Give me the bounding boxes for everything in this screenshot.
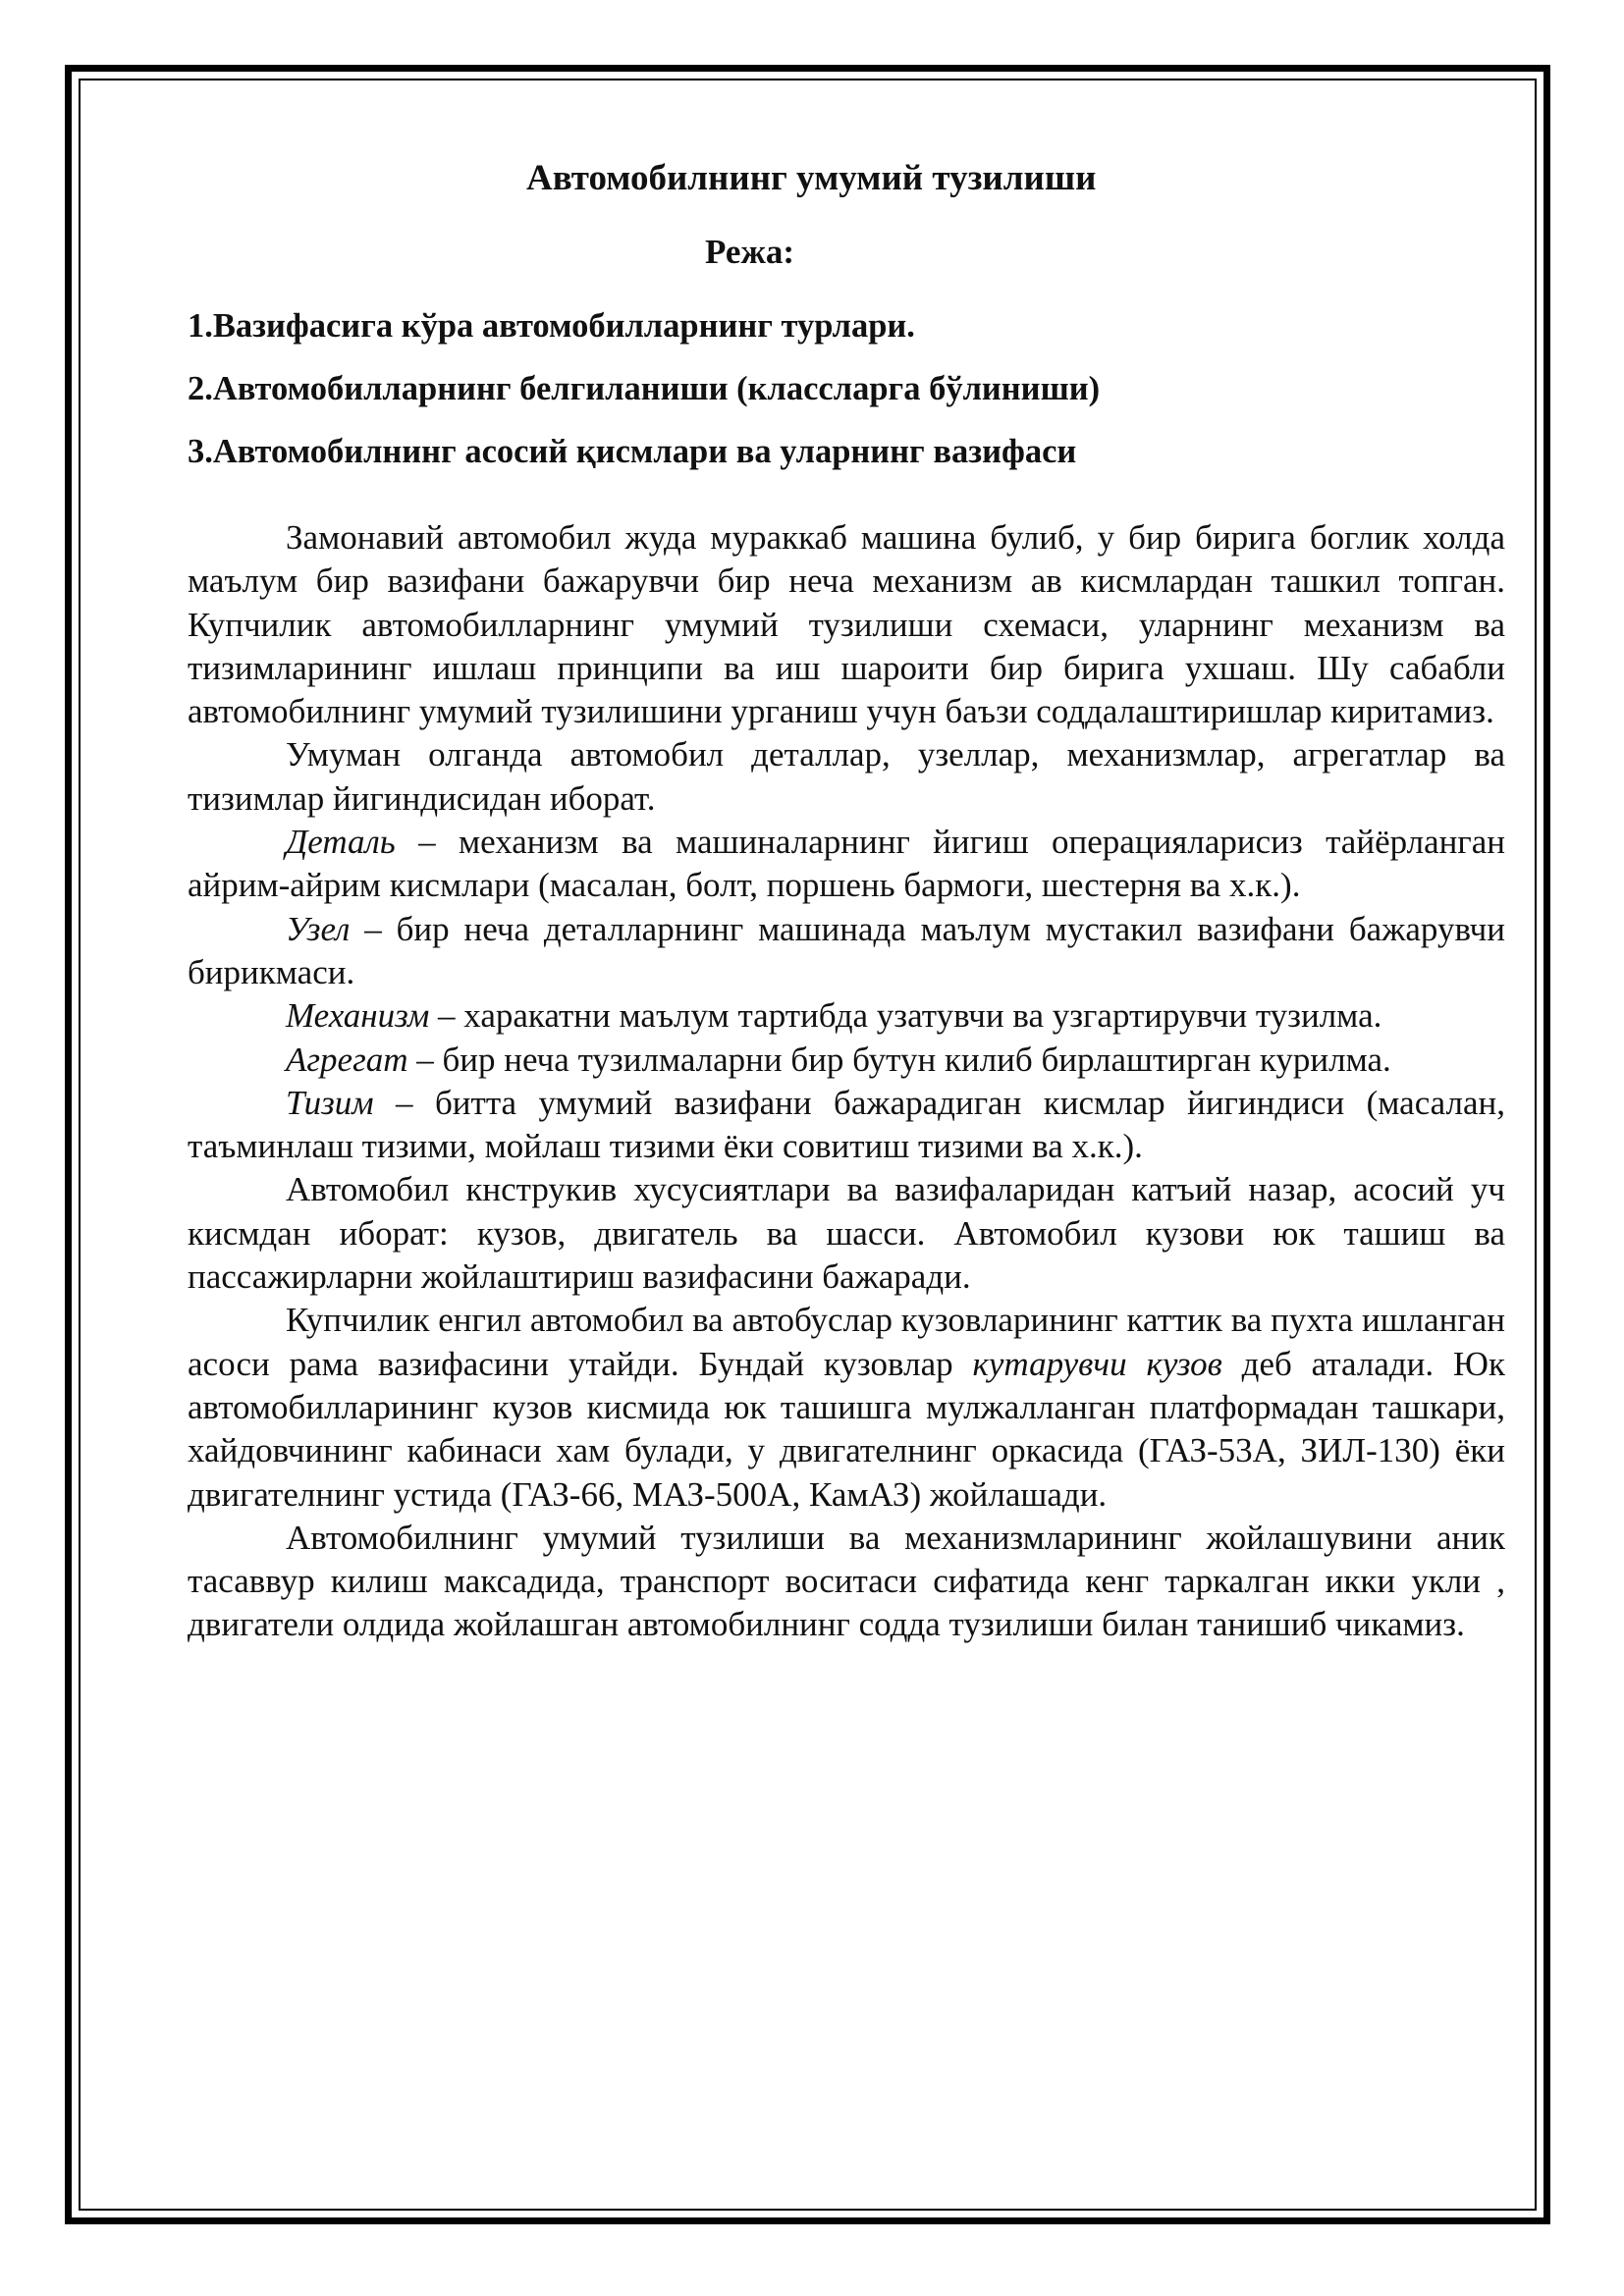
body-text xyxy=(188,516,1505,1647)
paragraph-definition-system xyxy=(188,1082,1505,1169)
plan-heading: Режа: xyxy=(705,233,794,271)
term-mechanism: Механизм xyxy=(286,996,430,1036)
plan-item: 1.Вазифасига кўра автомобилларнинг турлари. xyxy=(188,307,915,345)
definition-aggregate: – бир неча тузилмаларни бир бутун килиб бирлаштирган курилма. xyxy=(407,1040,1391,1079)
paragraph-definition-aggregate xyxy=(188,1039,1505,1082)
definition-mechanism: – харакатни маълум тартибда узатувчи ва узгартирувчи тузилма. xyxy=(429,996,1382,1036)
term-unit: Узел xyxy=(286,909,351,948)
term-detail: Деталь xyxy=(286,823,396,862)
document-title: Автомобилнинг умумий тузилиши xyxy=(526,158,1097,198)
paragraph-body-types xyxy=(188,1299,1505,1516)
term-system: Тизим xyxy=(286,1083,374,1122)
definition-detail: – механизм ва машиналарнинг йигиш операцияларисиз тайёрланган айрим-айрим кисмлари (масалан, болт, поршень бармоги, шестерня ва х.к.). xyxy=(188,823,1505,905)
body-types-text-end: деб аталади. Юк автомобилларининг кузов кисмида юк ташишга мулжалланган платформадан ташкари, хайдовчининг кабинаси хам булади, у двигателнинг оркасида (ГАЗ-53А, ЗИЛ-130) ёки двигателнинг устида (ГАЗ-66, МАЗ-500А, КамАЗ) жойлашади. xyxy=(188,1344,1505,1514)
term-aggregate: Агрегат xyxy=(286,1040,408,1079)
paragraph-definition-mechanism xyxy=(188,994,1505,1038)
paragraph-conclusion: Автомобилнинг умумий тузилиши ва механизмларининг жойлашувини аник тасаввур килиш максадида, транспорт воситаси сифатида кенг таркалган икки укли , двигатели олдида жойлашган автомобилнинг содда тузилиши билан танишиб чикамиз. xyxy=(188,1518,1505,1644)
paragraph-definition-detail xyxy=(188,821,1505,908)
plan-item: 3.Автомобилнинг асосий қисмлари ва уларнинг вазифаси xyxy=(188,433,1077,470)
body-types-text-start: Купчилик енгил автомобил ва автобуслар кузовларининг каттик ва пухта ишланган асоси рама вазифасини утайди. Бундай кузовлар xyxy=(188,1301,1505,1383)
definition-system: – битта умумий вазифани бажарадиган кисмлар йигиндиси (масалан, таъминлаш тизими, мойлаш тизими ёки совитиш тизими ва х.к.). xyxy=(188,1083,1505,1166)
paragraph-definition-unit xyxy=(188,908,1505,995)
term-load-bearing-body: кутарувчи кузов xyxy=(972,1344,1222,1383)
plan-list xyxy=(188,304,1505,473)
paragraph-intro: Замонавий автомобил жуда мураккаб машина булиб, у бир бирига боглик холда маълум бир вазифани бажарувчи бир неча механизм ав кисмлардан ташкил топган. Купчилик автомобилларнинг умумий тузилиши схемаси, уларнинг механизм ва тизимларининг ишлаш принципи ва иш шароити бир бирига ухшаш. Шу сабабли автомобилнинг умумий тузилишини урганиш учун баъзи соддалаштиришлар киритамиз. xyxy=(188,518,1505,731)
document-content xyxy=(188,152,1505,1647)
definition-unit: – бир неча деталларнинг машинада маълум мустакил вазифани бажарувчи бирикмаси. xyxy=(188,909,1505,991)
paragraph-components: Умуман олганда автомобил деталлар, узеллар, механизмлар, агрегатлар ва тизимлар йигиндисидан иборат. xyxy=(188,735,1505,818)
plan-item: 2.Автомобилларнинг белгиланиши (классларга бўлиниши) xyxy=(188,370,1101,407)
paragraph-main-parts: Автомобил кнструкив хусусиятлари ва вазифаларидан катъий назар, асосий уч кисмдан иборат: кузов, двигатель ва шасси. Автомобил кузови юк ташиш ва пассажирларни жойлаштириш вазифасини бажаради. xyxy=(188,1170,1505,1297)
